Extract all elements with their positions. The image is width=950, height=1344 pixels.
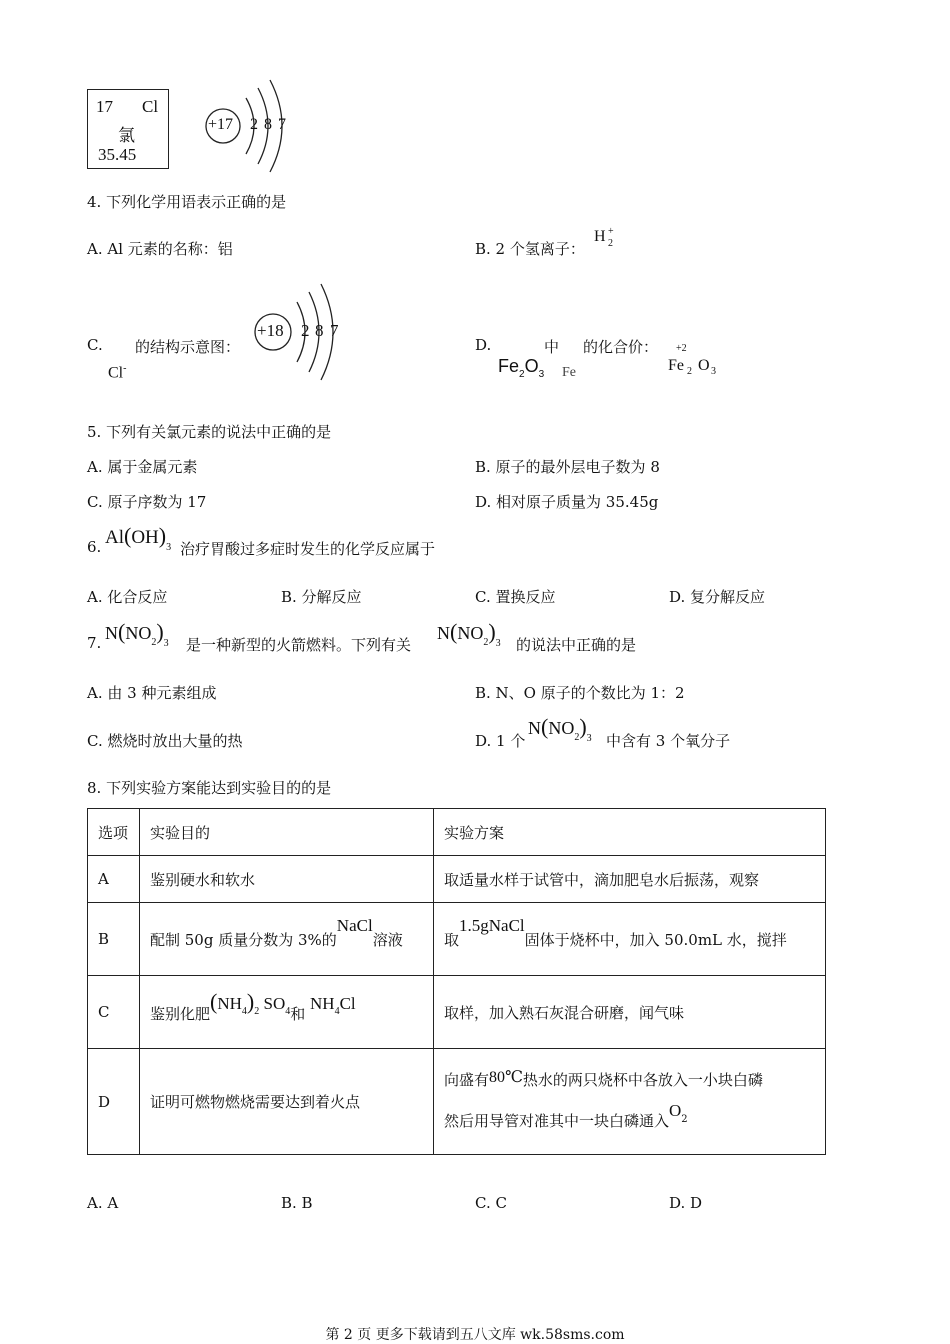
- element-name: 氯: [118, 126, 135, 146]
- shell-3: 7: [278, 116, 286, 133]
- q7-number: 7.: [87, 634, 102, 652]
- q4-d-formula: $Fe_2O_3$: [498, 356, 545, 380]
- q8-option-c: C. C: [475, 1194, 507, 1212]
- shell-2: 8: [315, 321, 324, 340]
- q8-option-d: D. D: [669, 1194, 703, 1212]
- q4-option-c-label: C.: [87, 336, 103, 354]
- row-a-plan: 取适量水样于试管中，滴加肥皂水后振荡，观察: [434, 856, 826, 903]
- q6-stem: 治疗胃酸过多症时发生的化学反应属于: [180, 540, 436, 558]
- shell-3: 7: [330, 321, 339, 340]
- page-footer: 第 2 页 更多下载请到五八文库 wk.58sms.com: [325, 1327, 625, 1343]
- q4-d-fe: Fe: [562, 365, 576, 380]
- q4-c-ion: Cl-: [108, 363, 127, 382]
- table-row: [88, 1049, 826, 1155]
- q4-d-mid: 中: [544, 338, 560, 356]
- q5-stem: 5. 下列有关氯元素的说法中正确的是: [87, 423, 332, 441]
- q6-option-d: D. 复分解反应: [669, 588, 766, 606]
- table-row: [88, 976, 826, 1049]
- q7-option-d-pre: D. 1 个: [475, 732, 526, 750]
- row-b-goal: 配制 50g 质量分数为 3%的NaCl溶液: [140, 903, 434, 976]
- q5-option-a: A. 属于金属元素: [87, 458, 198, 476]
- q8-option-a: A. A: [87, 1194, 119, 1212]
- element-symbol: Cl: [142, 97, 159, 116]
- q6-option-a: A. 化合反应: [87, 588, 168, 606]
- q4-d-answer: +2 Fe 2 O 3: [668, 343, 716, 377]
- q4-option-a: A. Al 元素的名称：铝: [87, 240, 233, 258]
- experiment-table: [87, 808, 826, 1155]
- q4-option-c-text: 的结构示意图：: [135, 338, 241, 356]
- q4-option-b: B. 2 个氢离子：: [475, 240, 585, 258]
- atomic-mass: 35.45: [98, 145, 137, 164]
- q7-stem-mid: 是一种新型的火箭燃料。下列有关: [186, 636, 412, 654]
- q7-option-c: C. 燃烧时放出大量的热: [87, 732, 243, 750]
- element-card: [87, 89, 169, 169]
- q8-option-b: B. B: [281, 1194, 313, 1212]
- q4-d-text: 的化合价：: [583, 338, 659, 356]
- q4-c-structure-diagram: [251, 282, 351, 382]
- nucleus-charge: +18: [257, 321, 284, 340]
- q6-option-c: C. 置换反应: [475, 588, 556, 606]
- header-plan: 实验方案: [434, 809, 826, 856]
- row-b-option: B: [88, 903, 140, 976]
- q6-option-b: B. 分解反应: [281, 588, 362, 606]
- q7-option-a: A. 由 3 种元素组成: [87, 684, 217, 702]
- q7-option-d-post: 中含有 3 个氧分子: [606, 732, 731, 750]
- q7-formula-1: $N(NO_2)_3$: [105, 619, 169, 649]
- q4-b-formula: H + 2: [594, 226, 614, 249]
- table-row: [88, 856, 826, 903]
- q4-option-d-label: D.: [475, 336, 492, 354]
- table-row: [88, 903, 826, 976]
- shell-1: 2: [250, 116, 258, 133]
- row-a-option: A: [88, 856, 140, 903]
- header-option: 选项: [88, 809, 140, 856]
- row-d-option: D: [88, 1049, 140, 1155]
- q7-option-b: B. N、O 原子的个数比为 1：2: [475, 684, 685, 702]
- row-b-plan: 取1.5gNaCl固体于烧杯中，加入 50.0mL 水，搅拌: [434, 903, 826, 976]
- cl-atom-structure-diagram: [200, 76, 300, 176]
- q5-option-c: C. 原子序数为 17: [87, 493, 207, 511]
- q5-option-b: B. 原子的最外层电子数为 8: [475, 458, 660, 476]
- q7-formula-2: $N(NO_2)_3$: [437, 619, 501, 649]
- row-d-goal: 证明可燃物燃烧需要达到着火点: [140, 1049, 434, 1155]
- header-goal: 实验目的: [140, 809, 434, 856]
- table-header-row: [88, 809, 826, 856]
- atomic-number: 17: [96, 97, 113, 116]
- q5-option-d: D. 相对原子质量为 35.45g: [475, 493, 659, 511]
- row-a-goal: 鉴别硬水和软水: [140, 856, 434, 903]
- q7-formula-3: $N(NO_2)_3$: [528, 714, 592, 744]
- shell-2: 8: [264, 116, 272, 133]
- q6-formula: $Al(OH)_3$: [105, 523, 172, 553]
- row-c-goal: 鉴别化肥$(NH_4)_2$ $SO_4$和 $NH_4Cl$: [140, 976, 434, 1049]
- q6-number: 6.: [87, 538, 102, 556]
- q4-stem: 4. 下列化学用语表示正确的是: [87, 193, 287, 211]
- q7-stem-end: 的说法中正确的是: [516, 636, 637, 654]
- q8-stem: 8. 下列实验方案能达到实验目的的是: [87, 779, 332, 797]
- nucleus-charge: +17: [208, 116, 234, 133]
- row-c-option: C: [88, 976, 140, 1049]
- shell-1: 2: [301, 321, 310, 340]
- row-d-plan: 向盛有80℃热水的两只烧杯中各放入一小块白磷 然后用导管对准其中一块白磷通入$O^2$: [434, 1049, 826, 1155]
- row-c-plan: 取样，加入熟石灰混合研磨，闻气味: [434, 976, 826, 1049]
